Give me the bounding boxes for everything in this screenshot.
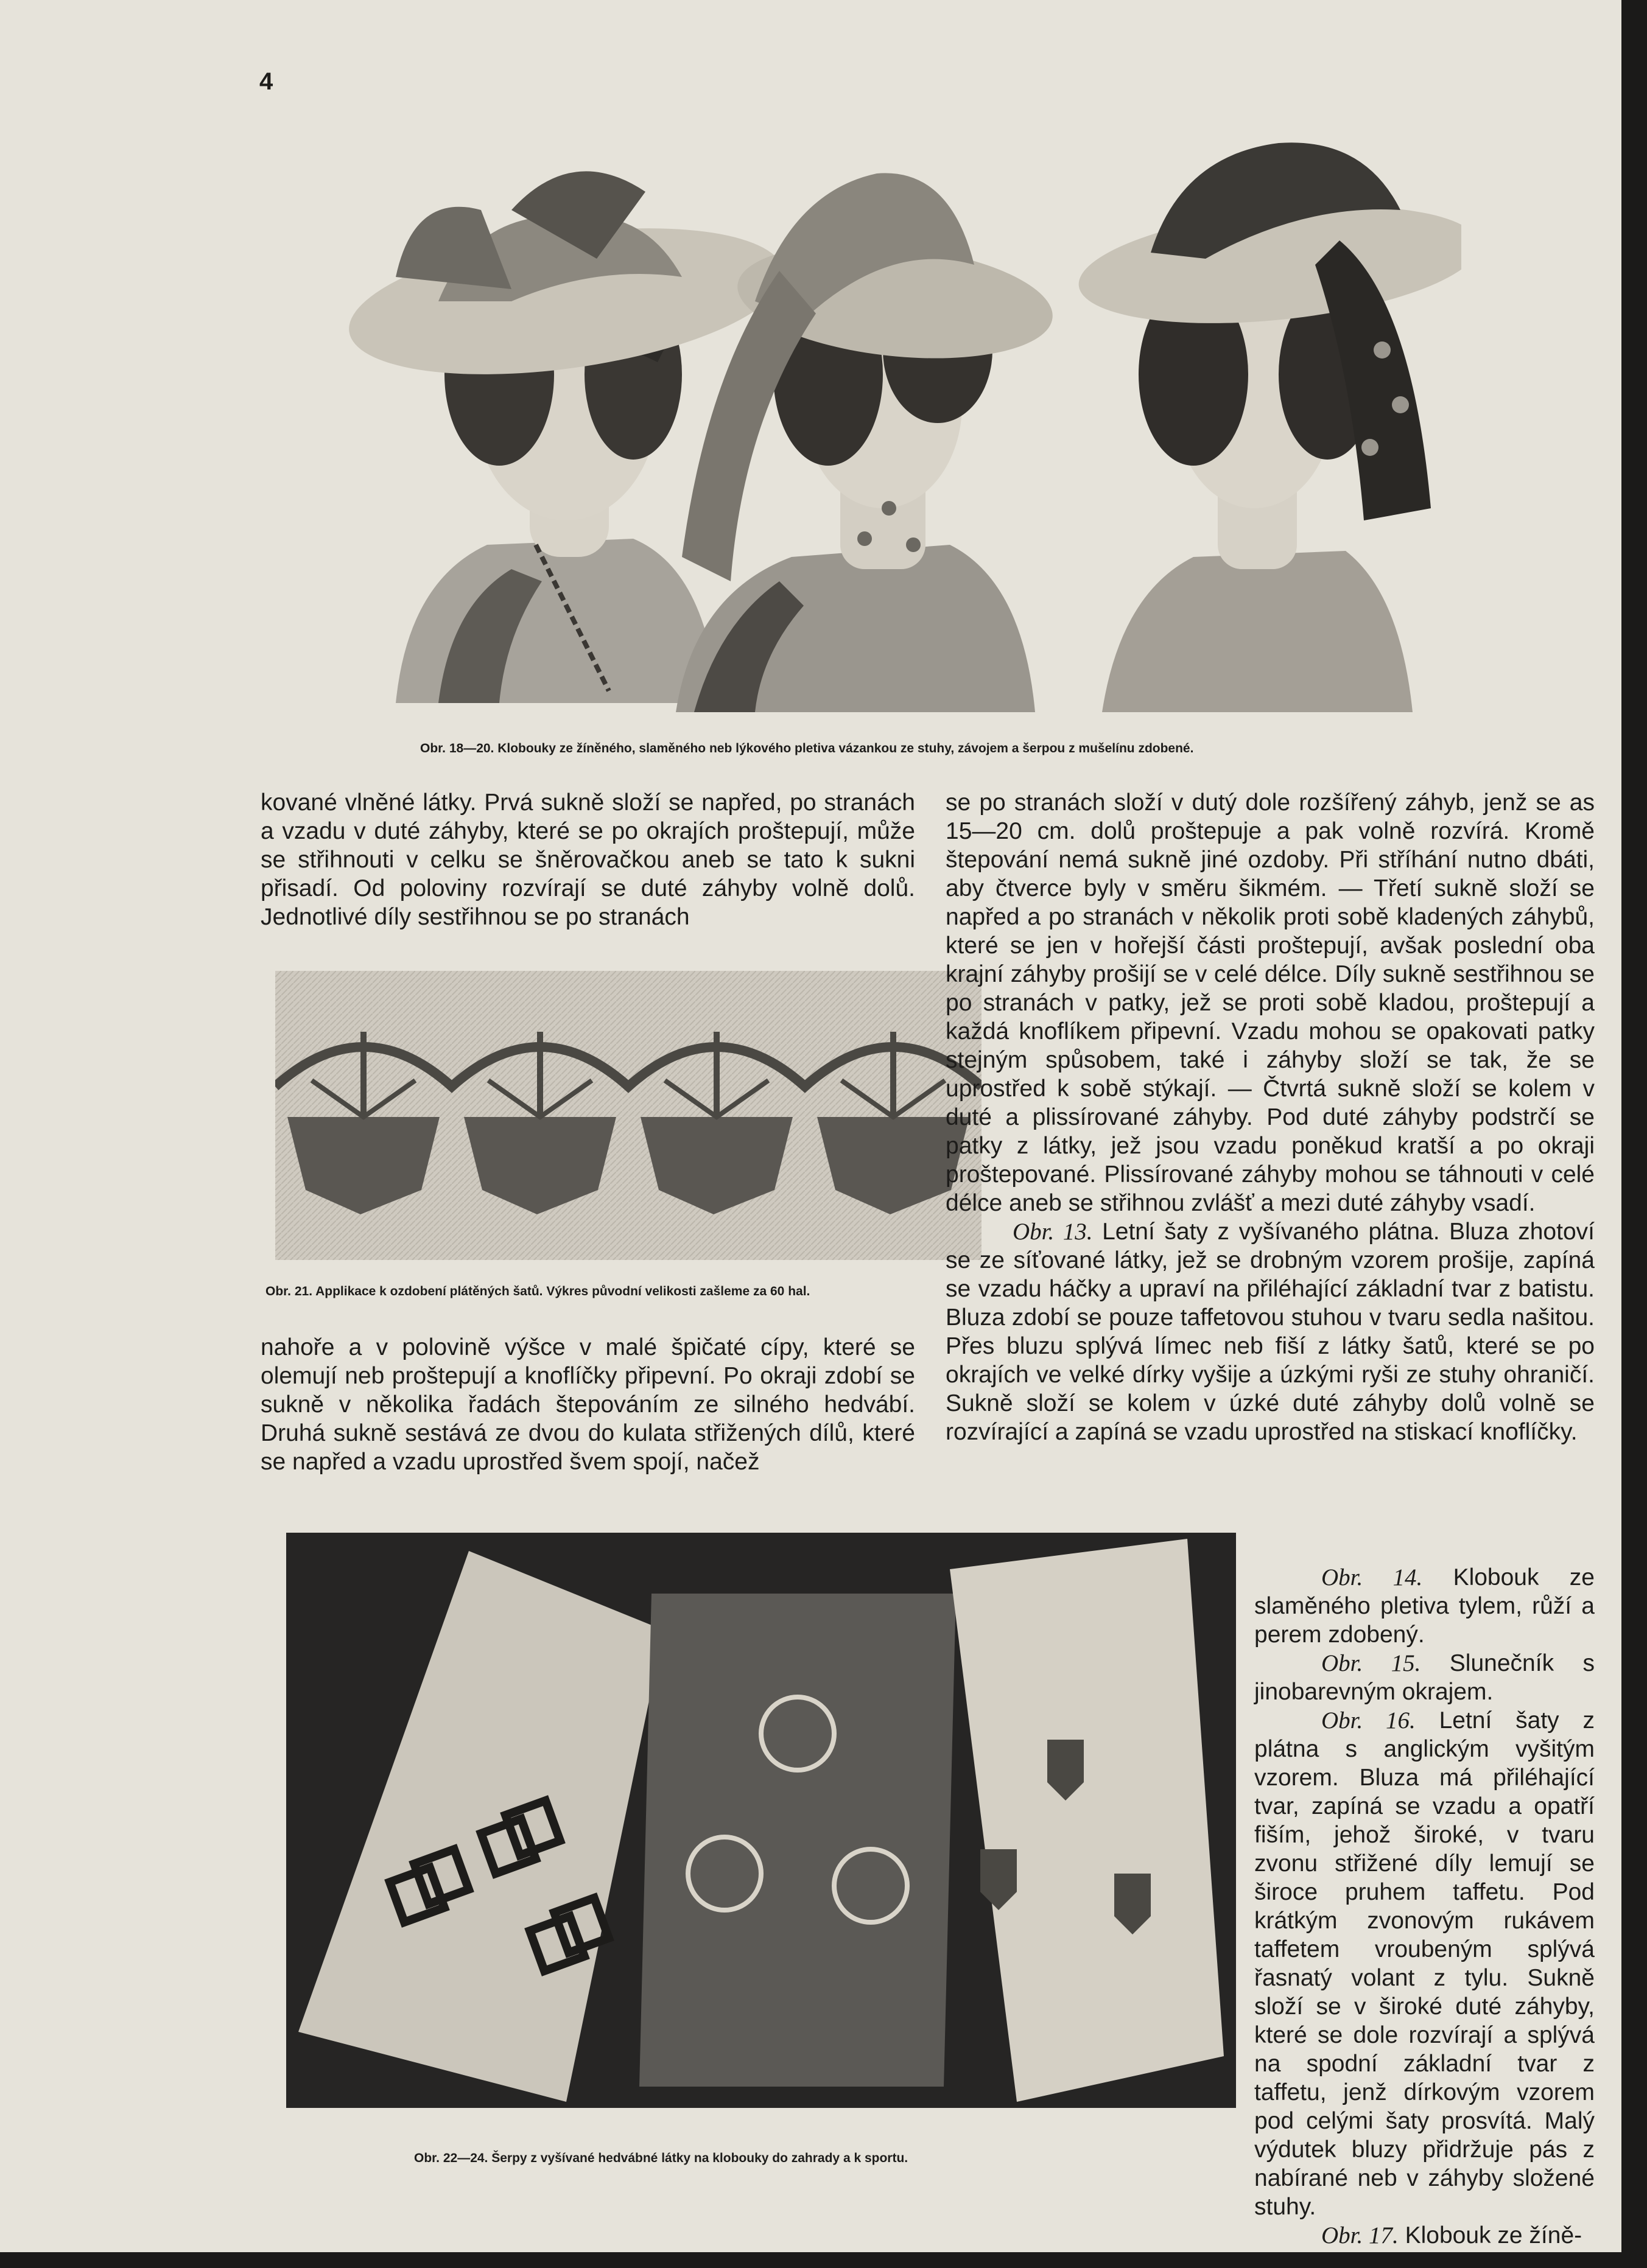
- right-column-narrow: [1254, 1563, 1595, 2250]
- text-obr13: Letní šaty z vyšívaného plátna. Bluza zhotoví se ze síťované látky, jež se drobným vzorem prošije, zapíná se vzadu háčky a upraví na přiléhající základní tvar z batistu. Bluza zdobí se pouze taffetovou stuhou v tvaru sedla našitou. Přes bluzu splývá límec neb fiší z látky šatů, které se po okrajích ve velké dírky vyšije a úzkými ryši ze stuhy ohraničí. Sukně složí se kolem v úzké duté záhyby dolů volně se rozvírající a zapíná se vzadu uprostřed na stiskací knoflíčky.: [946, 1219, 1595, 1445]
- text-obr17: Klobouk ze žíně-: [1405, 2222, 1582, 2249]
- sash-left: [298, 1551, 664, 2102]
- label-obr17: Obr. 17.: [1321, 2222, 1399, 2249]
- hats-illustration: [256, 119, 1461, 712]
- label-obr13: Obr. 13.: [1013, 1219, 1093, 1245]
- text-obr15: Slunečník s jinobarevným okrajem.: [1254, 1650, 1595, 1705]
- right-paragraph-obr14: [1254, 1563, 1595, 1649]
- sash-middle: [639, 1594, 956, 2087]
- right-paragraph-obr15: [1254, 1649, 1595, 1706]
- left-column-top: [261, 788, 915, 931]
- caption-hats: Obr. 18—20. Klobouky ze žíněného, slaměného neb lýkového pletiva vázankou ze stuhy, závojem a šerpou z mušelínu zdobené.: [420, 741, 1194, 755]
- text-obr16: Letní šaty z plátna s anglickým vyšitým vzorem. Bluza má přiléhající tvar, zapíná se vzadu a opatří fiším, jehož široké, v tvaru zvonu střižené díly lemují se široce pruhem taffetu. Pod krátkým zvonovým rukávem taffetem vroubeným splývá řasnatý volant z tylu. Sukně složí se v široké duté záhyby, které se dole rozvírají a splývá na spodní základní tvar z taffetu, jenž dírkovým vzorem pod celými šaty prosvítá. Malý výdutek bluzy přidržuje pás z nabírané neb v záhyby složené stuhy.: [1254, 1707, 1595, 2220]
- caption-applique: Obr. 21. Applikace k ozdobení plátěných šatů. Výkres původní velikosti zašleme za 60 hal.: [265, 1284, 810, 1298]
- scan-edge-right: [1621, 0, 1647, 2268]
- left-column-middle: [261, 1333, 915, 1476]
- sashes-photo: [286, 1533, 1236, 2108]
- label-obr15: Obr. 15.: [1321, 1650, 1421, 1676]
- label-obr16: Obr. 16.: [1321, 1707, 1416, 1734]
- text-obr14: Klobouk ze slaměného pletiva tylem, růží a perem zdobený.: [1254, 1564, 1595, 1648]
- right-column-top: [946, 788, 1595, 1446]
- scan-edge-bottom: [0, 2252, 1647, 2268]
- right-paragraph-1: se po stranách složí v dutý dole rozšířený záhyb, jenž se as 15—20 cm. dolů proštepuje a pak volně rozvírá. Kromě štepování nemá sukně jiné ozdoby. Při stříhání nutno dbáti, aby čtverce byly v směru šikmém. — Třetí sukně složí se napřed a po stranách v několik proti sobě kladených záhybů, které se jen v hořejší části proštepují, avšak poslední oba krajní záhyby prošijí se v celé délce. Díly sukně sestřihnou se po stranách v patky, jež se proti sobě kladou, proštepují a každá knoflíkem připevní. Vzadu mohou se opakovati patky stejným spůsobem, také i záhyby složí se tak, že se uprostřed k sobě stýkají. — Čtvrtá sukně složí se kolem v duté a plissírované záhyby. Pod duté záhyby podstrčí se patky z látky, jež jsou vzadu poněkud kratší a po okraji proštepované. Plissírované záhyby mohou se táhnouti v celé délce aneb se střihnou zvlášť a mezi duté záhyby vsadí.: [946, 789, 1595, 1216]
- right-paragraph-obr13: [946, 1217, 1595, 1446]
- applique-illustration: [275, 971, 982, 1260]
- left-paragraph-1: kované vlněné látky. Prvá sukně složí se napřed, po stranách a vzadu v duté záhyby, které se po okrajích proštepují, může se střihnouti v celku se šněrovačkou aneb se tato k sukni přisadí. Od poloviny rozvírají se duté záhyby volně dolů. Jednotlivé díly sestřihnou se po stranách: [261, 789, 915, 930]
- sash-right: [950, 1539, 1224, 2102]
- right-paragraph-obr16: [1254, 1706, 1595, 2221]
- page-number: 4: [259, 68, 273, 95]
- left-paragraph-2: nahoře a v polovině výšce v malé špičaté cípy, které se olemují neb proštepují a knoflíčky připevní. Po okraji zdobí se sukně v několika řadách štepováním ze silného hedvábí. Druhá sukně sestává ze dvou do kulata střižených dílů, které se napřed a vzadu uprostřed švem spojí, načež: [261, 1334, 915, 1475]
- label-obr14: Obr. 14.: [1321, 1564, 1423, 1591]
- right-paragraph-obr17: [1254, 2221, 1595, 2250]
- hat-figure-right: [1073, 142, 1461, 712]
- caption-sashes: Obr. 22—24. Šerpy z vyšívané hedvábné látky na klobouky do zahrady a k sportu.: [414, 2151, 908, 2165]
